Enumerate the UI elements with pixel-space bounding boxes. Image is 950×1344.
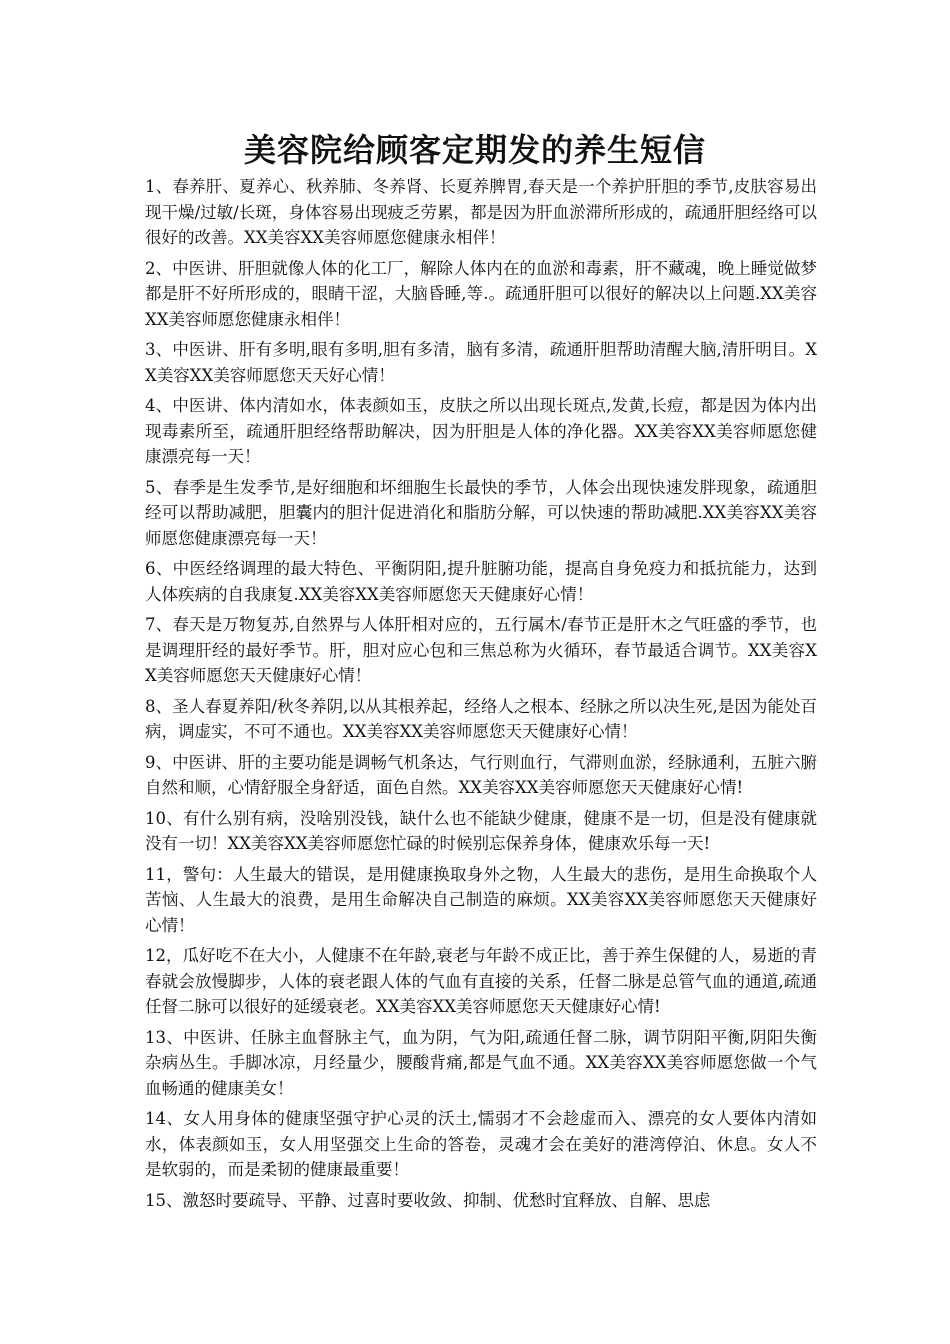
paragraph-12: 12，瓜好吃不在大小，人健康不在年龄,衰老与年龄不成正比，善于养生保健的人，易逝的青春就会放慢脚步，人体的衰老跟人体的气血有直接的关系，任督二脉是总管气血的通道,疏通任督二脉可以很好的延缓衰老。XX美容XX美容师愿您天天健康好心情! (145, 946, 817, 1016)
paragraph-13: 13、中医讲、任脉主血督脉主气，血为阴，气为阳,疏通任督二脉，调节阴阳平衡,阴阳失衡杂病丛生。手脚冰凉，月经量少，腰酸背痛,都是气血不通。XX美容XX美容师愿您做一个气血畅通的健康美女！ (145, 1027, 817, 1098)
paragraph-2: 2、中医讲、肝胆就像人体的化工厂，解除人体内在的血淤和毒素，肝不藏魂，晚上睡觉做梦都是肝不好所形成的，眼睛干涩，大脑昏睡,等.。疏通肝胆可以很好的解决以上问题.XX美容XX美容师愿您健康永相伴！ (145, 258, 817, 329)
paragraph-14: 14、女人用身体的健康坚强守护心灵的沃土,懦弱才不会趁虚而入、漂亮的女人要体内清如水，体表颜如玉，女人用坚强交上生命的答卷，灵魂才会在美好的港湾停泊、休息。女人不是软弱的，而是柔韧的健康最重要！ (145, 1109, 817, 1179)
paragraph-3: 3、中医讲、肝有多明,眼有多明,胆有多清，脑有多清，疏通肝胆帮助清醒大脑,清肝明目。XX美容XX美容师愿您天天好心情！ (145, 340, 817, 385)
paragraph-5: 5、春季是生发季节,是好细胞和坏细胞生长最快的季节，人体会出现快速发胖现象，疏通胆经可以帮助减肥，胆囊内的胆汁促进消化和脂肪分解，可以快速的帮助减肥.XX美容XX美容师愿您健康漂亮每一天！ (145, 477, 817, 548)
paragraph-6: 6、中医经络调理的最大特色、平衡阴阳,提升脏腑功能，提高自身免疫力和抵抗能力，达到人体疾病的自我康复.XX美容XX美容师愿您天天健康好心情！ (145, 559, 817, 604)
paragraph-4: 4、中医讲、体内清如水，体表颜如玉，皮肤之所以出现长斑点,发黄,长痘，都是因为体内出现毒素所至，疏通肝胆经络帮助解决，因为肝胆是人体的净化器。XX美容XX美容师愿您健康漂亮每一天！ (145, 396, 817, 466)
document-body (145, 174, 817, 1218)
document-title: 美容院给顾客定期发的养生短信 (243, 131, 706, 169)
paragraph-11: 11，警句：人生最大的错误，是用健康换取身外之物，人生最大的悲伤，是用生命换取个人苦恼、人生最大的浪费，是用生命解决自己制造的麻烦。XX美容XX美容师愿您天天健康好心情！ (145, 864, 817, 935)
paragraph-8: 8、圣人春夏养阳/秋冬养阴,以从其根养起，经络人之根本、经脉之所以决生死,是因为能处百病，调虚实，不可不通也。XX美容XX美容师愿您天天健康好心情！ (145, 696, 817, 741)
paragraph-15: 15、激怒时要疏导、平静、过喜时要收敛、抑制、优愁时宜释放、自解、思虑 (145, 1190, 711, 1210)
paragraph-9: 9、中医讲、肝的主要功能是调畅气机条达，气行则血行，气滞则血淤，经脉通利，五脏六腑自然和顺，心情舒服全身舒适，面色自然。XX美容XX美容师愿您天天健康好心情! (145, 752, 817, 797)
paragraph-10: 10、有什么别有病，没啥别没钱，缺什么也不能缺少健康，健康不是一切，但是没有健康就没有一切！XX美容XX美容师愿您忙碌的时候别忘保养身体，健康欢乐每一天! (145, 808, 817, 853)
paragraph-1: 1、春养肝、夏养心、秋养肺、冬养肾、长夏养脾胃,春天是一个养护肝胆的季节,皮肤容易出现干燥/过敏/长斑，身体容易出现疲乏劳累，都是因为肝血淤滞所形成的，疏通肝胆经络可以很好的改善。XX美容XX美容师愿您健康永相伴！ (145, 177, 817, 247)
paragraph-7: 7、春天是万物复苏,自然界与人体肝相对应的，五行属木/春节正是肝木之气旺盛的季节，也是调理肝经的最好季节。肝，胆对应心包和三焦总称为火循环，春节最适合调节。XX美容XX美容师愿您天天健康好心情！ (145, 615, 817, 685)
